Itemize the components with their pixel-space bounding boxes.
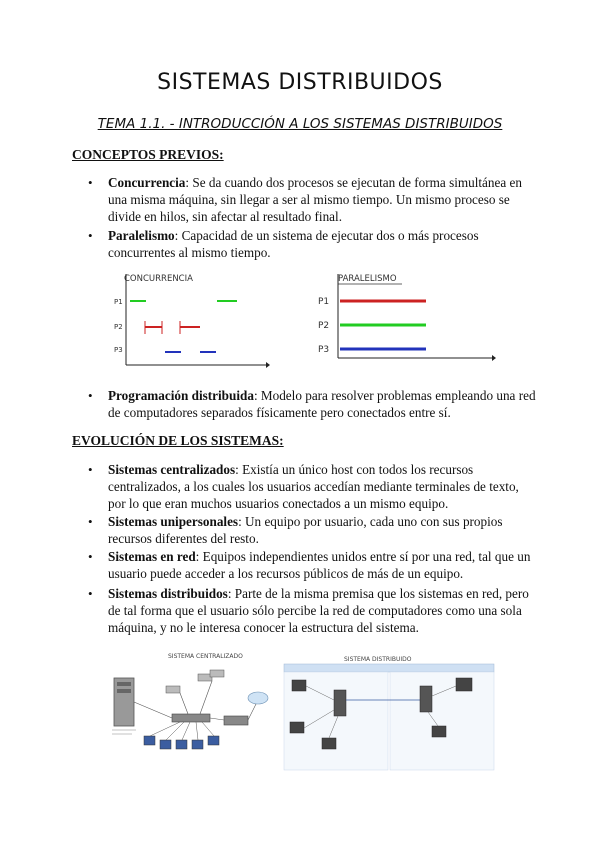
terminal-icon xyxy=(208,736,219,745)
centralized-system-figure xyxy=(100,648,270,772)
server-bay xyxy=(117,689,131,693)
concurrencia-diagram xyxy=(110,268,270,372)
terminal-icon xyxy=(160,740,171,749)
list-item-sistemas-distribuidos xyxy=(108,585,538,636)
x-axis-arrow xyxy=(266,362,270,368)
cable xyxy=(202,722,214,736)
section-heading-conceptos: CONCEPTOS PREVIOS: xyxy=(72,147,224,162)
list-item-concurrencia xyxy=(108,174,538,225)
cable xyxy=(180,693,188,714)
list-item-paralelismo xyxy=(108,227,538,261)
computer-icon xyxy=(456,678,472,691)
list-item-sistemas-centralizados xyxy=(108,461,538,512)
definition: : Capacidad de un sistema de ejecutar dos o más procesos concurrentes al mismo tiempo. xyxy=(108,228,479,260)
cable xyxy=(200,681,212,714)
cable xyxy=(196,722,198,740)
distributed-system-figure xyxy=(282,654,498,772)
cable xyxy=(210,718,224,720)
label-p3: P3 xyxy=(114,346,123,354)
label-p2: P2 xyxy=(318,321,330,331)
printer-icon xyxy=(166,686,180,693)
label-p2: P2 xyxy=(114,323,123,331)
page-title: SISTEMAS DISTRIBUIDOS xyxy=(157,70,443,95)
label-p1: P1 xyxy=(114,298,123,306)
x-axis-arrow xyxy=(492,355,496,361)
printer-icon xyxy=(210,670,224,677)
section-heading-evolucion: EVOLUCIÓN DE LOS SISTEMAS: xyxy=(72,433,284,448)
definition: : Se da cuando dos procesos se ejecutan de forma simultánea en una misma máquina, sin llegar a ser al mismo tiempo. Un mismo proceso se divide en hilos, sin afectar al resultado final. xyxy=(108,175,522,224)
definition: : Equipos independientes unidos entre sí por una red, tal que un usuario puede acceder a los recursos públicos de más de un equipo. xyxy=(108,549,531,581)
cable xyxy=(150,722,180,736)
term: Programación distribuida xyxy=(108,388,254,403)
computer-icon xyxy=(322,738,336,749)
server-icon xyxy=(334,690,346,716)
list-item-programacion-distribuida xyxy=(108,387,538,421)
computer-icon xyxy=(432,726,446,737)
definition: : Existía un único host con todos los recursos centralizados, a los cuales los usuarios accedían mediante terminales de texto, por lo que eran muchos usuarios conectados a un mismo equipo. xyxy=(108,462,519,511)
term: Concurrencia xyxy=(108,175,186,190)
terminal-icon xyxy=(144,736,155,745)
list-item-sistemas-unipersonales xyxy=(108,513,538,547)
cloud-icon xyxy=(248,692,268,704)
cable xyxy=(134,702,172,718)
label-p1: P1 xyxy=(318,297,330,307)
term: Sistemas centralizados xyxy=(108,462,236,477)
label-p3: P3 xyxy=(318,345,330,355)
term: Sistemas en red xyxy=(108,549,196,564)
paralelismo-diagram xyxy=(312,268,498,372)
terminal-icon xyxy=(176,740,187,749)
router-icon xyxy=(224,716,248,725)
server-bay xyxy=(117,682,131,686)
definition: : Parte de la misma premisa que los sistemas en red, pero de tal forma que el usuario sólo percibe la red de computadores como una sola máquina, y no le interesa conocer la estructura del sistema. xyxy=(108,586,529,635)
term: Paralelismo xyxy=(108,228,175,243)
term: Sistemas unipersonales xyxy=(108,514,239,529)
diagram-title: CONCURRENCIA xyxy=(124,274,193,284)
figure-title: SISTEMA DISTRIBUIDO xyxy=(344,656,412,663)
figure-title: SISTEMA CENTRALIZADO xyxy=(168,653,243,660)
definition: : Modelo para resolver problemas empleando una red de computadores separados físicamente pero conectados entre sí. xyxy=(108,388,536,420)
cable xyxy=(166,722,184,740)
header-band xyxy=(284,664,494,672)
cable xyxy=(248,704,256,720)
computer-icon xyxy=(292,680,306,691)
term: Sistemas distribuidos xyxy=(108,586,228,601)
computer-icon xyxy=(290,722,304,733)
diagram-title: PARALELISMO xyxy=(338,274,397,284)
terminal-icon xyxy=(192,740,203,749)
page-subtitle: TEMA 1.1. - INTRODUCCIÓN A LOS SISTEMAS DISTRIBUIDOS xyxy=(97,116,503,132)
cable xyxy=(182,722,190,740)
server-icon xyxy=(420,686,432,712)
definition: : Un equipo por usuario, cada uno con sus propios recursos diferentes del resto. xyxy=(108,514,503,546)
site-panel-right xyxy=(390,672,494,770)
list-item-sistemas-en-red xyxy=(108,548,538,582)
switch-icon xyxy=(172,714,210,722)
